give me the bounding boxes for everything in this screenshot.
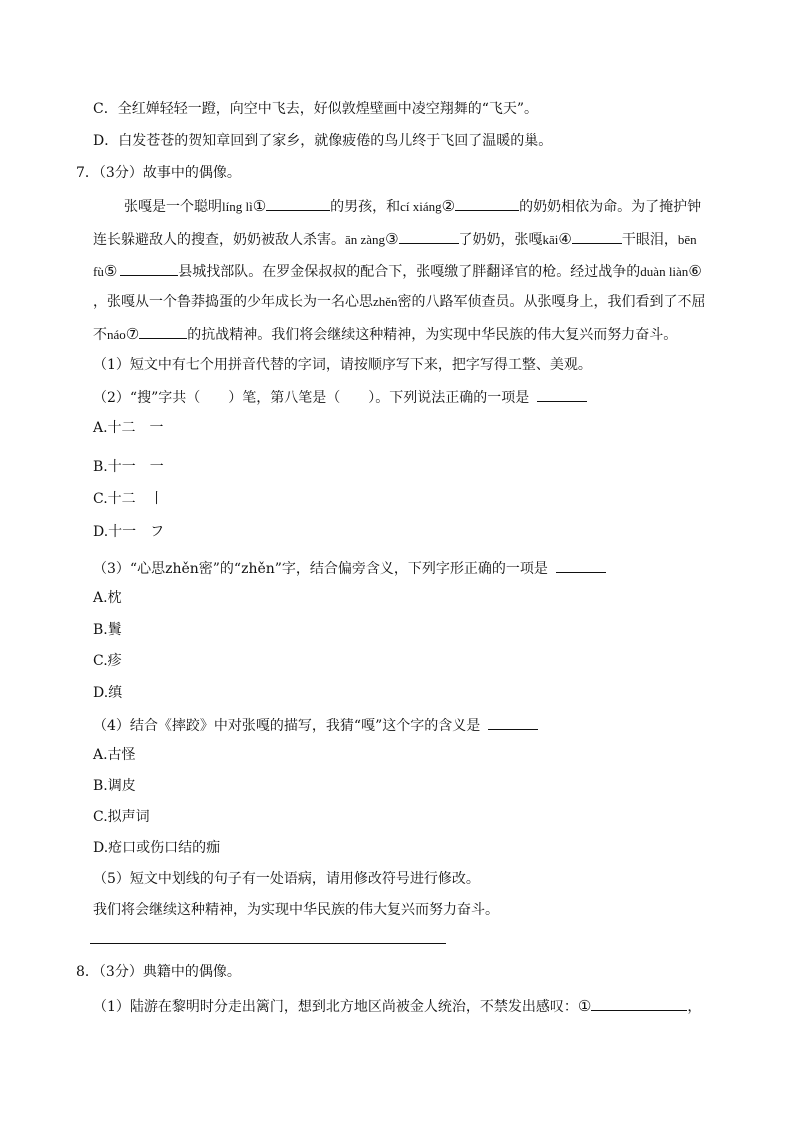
blank-marker-4: ④ — [558, 230, 572, 248]
answer-blank-s3[interactable] — [556, 557, 606, 573]
question-8-sub-1 — [93, 995, 701, 1017]
option-d-line: D．白发苍苍的贺知章回到了家乡，就像疲倦的鸟儿终于飞回了温暖的巢。 — [93, 133, 553, 149]
option-s3-b: B.鬒 — [93, 622, 122, 638]
sub-question-4 — [93, 714, 538, 736]
answer-blank-3[interactable] — [399, 228, 459, 244]
passage-text: 不 — [93, 327, 107, 343]
option-s2-d: D.十一 フ — [93, 524, 165, 540]
pinyin-fu: fù — [93, 264, 104, 279]
passage-text: 密的八路军侦查员。从张嘎身上，我们看到了不屈 — [397, 294, 706, 310]
sub-question-3 — [93, 557, 606, 579]
pinyin-cixiang: cí xiáng — [400, 199, 442, 214]
blank-marker-2: ② — [441, 197, 456, 215]
question-7-title: 7．（3分）故事中的偶像。 — [76, 165, 241, 181]
option-s2-b: B.十一 一 — [93, 459, 164, 475]
sub-question-3-text: （3）“心思zhěn密”的“zhěn”字，结合偏旁含义，下列字形正确的一项是 — [93, 561, 548, 577]
option-s3-d: D.缜 — [93, 685, 123, 701]
passage-text: 的抗战精神。我们将会继续这种精神，为实现中华民族的伟大复兴而努力奋斗。 — [187, 327, 678, 343]
passage-line-4 — [93, 292, 706, 312]
answer-blank-7[interactable] — [139, 323, 187, 339]
option-s2-c: C.十二 丨 — [93, 491, 164, 507]
option-s4-c: C.拟声词 — [93, 809, 150, 825]
question-8-punct: ， — [687, 999, 702, 1015]
sub-question-2 — [93, 386, 587, 408]
option-s4-d: D.疮口或伤口结的痂 — [93, 840, 221, 856]
option-s4-b: B.调皮 — [93, 778, 136, 794]
pinyin-kai: kāi — [542, 232, 559, 247]
passage-line-5 — [93, 323, 677, 345]
sub-question-1: （1）短文中有七个用拼音代替的字词，请按顺序写下来，把字写得工整、美观。 — [93, 357, 592, 373]
sub-question-2-text: （2）“搜”字共（ ）笔，第八笔是（ ）。下列说法正确的一项是 — [93, 390, 530, 406]
question-8-title: 8．（3分）典籍中的偶像。 — [76, 964, 241, 980]
option-s4-a: A.古怪 — [93, 747, 136, 763]
passage-text: 的奶奶相依为命。为了掩护钟 — [519, 199, 702, 215]
answer-blank-s4[interactable] — [488, 714, 538, 730]
passage-line-2 — [93, 228, 697, 250]
answer-blank-4[interactable] — [572, 228, 622, 244]
sub-question-5: （5）短文中划线的句子有一处语病，请用修改符号进行修改。 — [93, 871, 480, 887]
option-s3-c: C.疹 — [93, 653, 122, 669]
passage-text: 了奶奶，张嘎 — [458, 232, 543, 248]
option-s3-a: A.枕 — [93, 590, 122, 606]
passage-text: 干眼泪， — [621, 232, 678, 248]
blank-marker-8-1: ① — [577, 997, 592, 1015]
pinyin-zhen: zhěn — [373, 294, 398, 309]
pinyin-lingli: líng lì — [222, 199, 253, 214]
pinyin-duanlian: duàn liàn — [640, 264, 689, 279]
passage-text: 的男孩，和 — [330, 199, 401, 215]
blank-marker-3: ③ — [385, 230, 399, 248]
passage-text: 县城找部队。在罗金保叔叔的配合下，张嘎缴了胖翻译官的枪。经过战争的 — [178, 264, 641, 280]
sub-question-5-sentence: 我们将会继续这种精神，为实现中华民族的伟大复兴而努力奋斗。 — [93, 902, 499, 918]
answer-blank-2[interactable] — [455, 195, 519, 211]
option-s2-a: A.十二 一 — [93, 420, 164, 436]
pinyin-ben: bēn — [677, 232, 697, 247]
pinyin-anzang: ān zàng — [345, 232, 386, 247]
blank-marker-6: ⑥ — [688, 262, 702, 280]
passage-line-1 — [124, 195, 701, 217]
option-c-line: C．全红婵轻轻一蹬，向空中飞去，好似敦煌壁画中凌空翔舞的“飞天”。 — [93, 101, 539, 117]
passage-text: ，张嘎从一个鲁莽捣蛋的少年成长为一名心思 — [93, 294, 373, 310]
answer-blank-5[interactable] — [120, 260, 178, 276]
passage-line-3 — [93, 260, 702, 282]
blank-marker-1: ① — [252, 197, 267, 215]
passage-text: 张嘎是一个聪明 — [124, 199, 222, 215]
blank-marker-5: ⑤ — [103, 262, 118, 280]
pinyin-nao: náo — [107, 327, 126, 342]
question-8-sub-1-text: （1）陆游在黎明时分走出篱门，想到北方地区尚被金人统治，不禁发出感叹： — [93, 999, 578, 1015]
answer-blank-1[interactable] — [266, 195, 330, 211]
passage-text: 连长躲避敌人的搜查，奶奶被敌人杀害。 — [93, 232, 345, 248]
blank-marker-7: ⑦ — [125, 325, 140, 343]
answer-blank-8-1[interactable] — [591, 995, 687, 1011]
answer-line[interactable] — [90, 943, 446, 944]
sub-question-4-text: （4）结合《摔跤》中对张嘎的描写，我猜“嘎”这个字的含义是 — [93, 718, 481, 734]
answer-blank-s2[interactable] — [537, 386, 587, 402]
